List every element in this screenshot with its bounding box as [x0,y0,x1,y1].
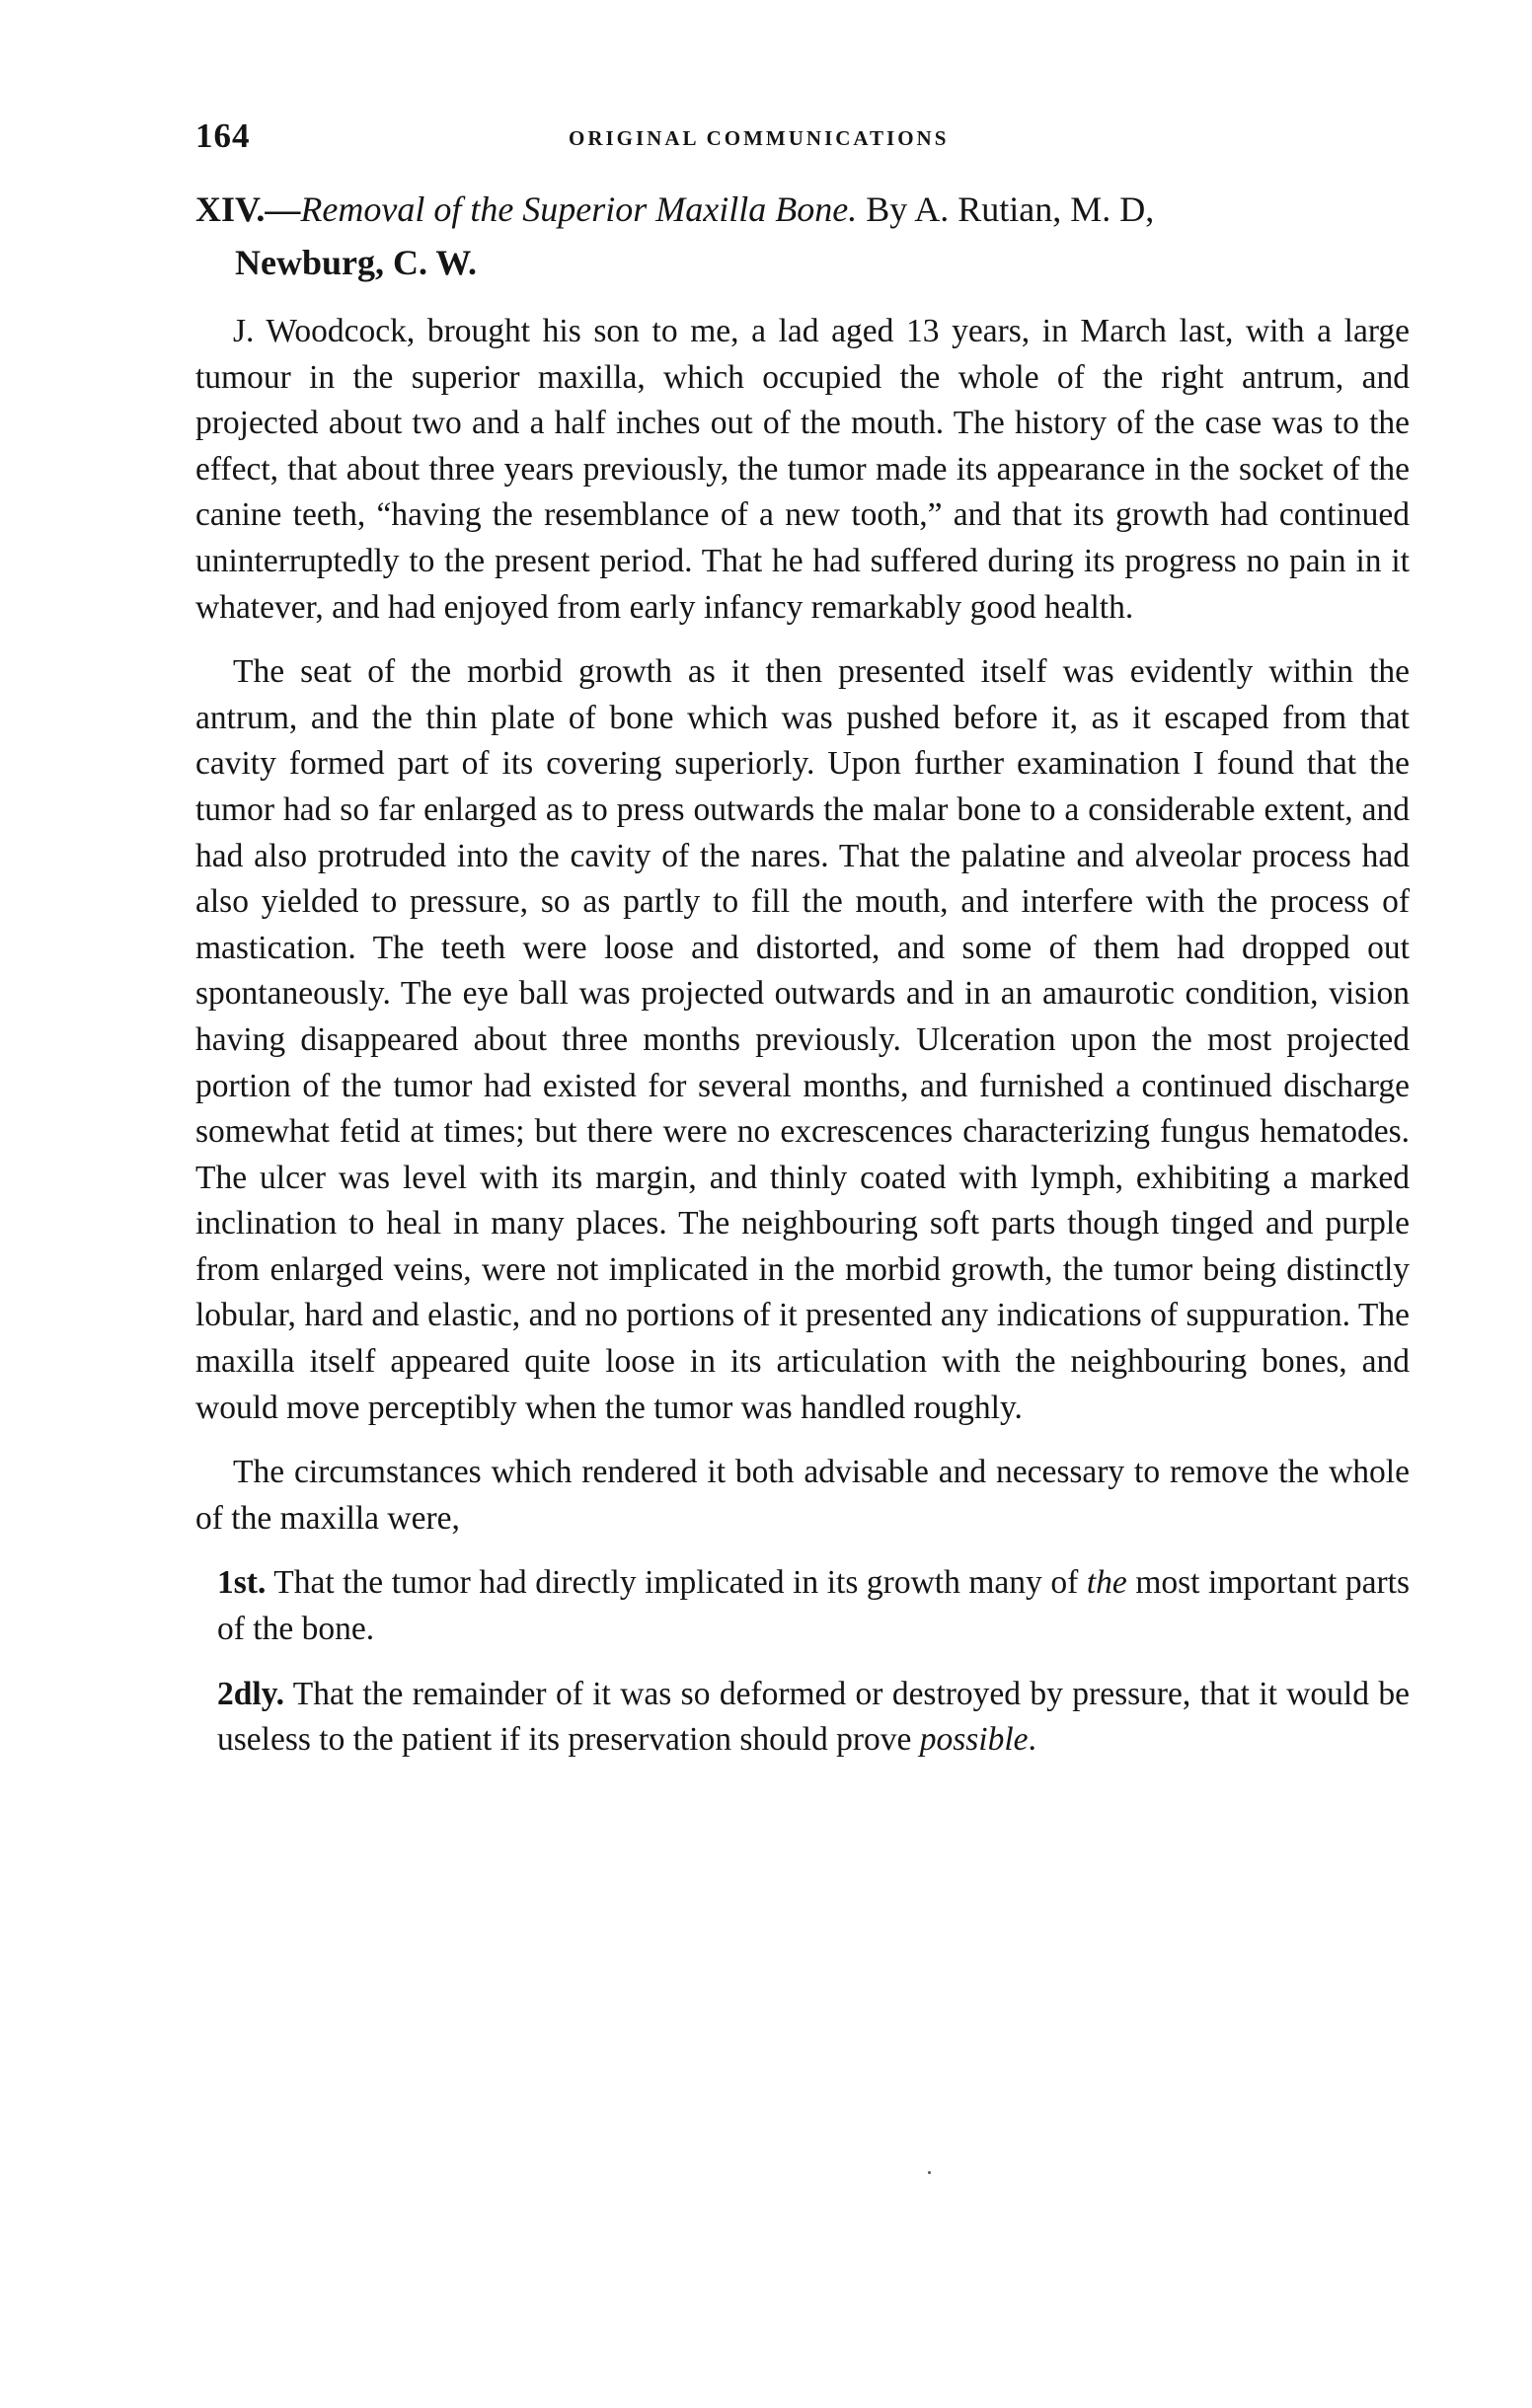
point-second-label: 2dly. [217,1675,284,1712]
paragraph-case-history: J. Woodcock, brought his son to me, a lad aged 13 years, in March last, with a large tumour in the superior maxilla, which occupied the whole of the right antrum, and projected about two and a half inches out of the mouth. The history of the case was to the effect, that about three years previously, the tumor made its appearance in the socket of the canine teeth, “having the resemblance of a new tooth,” and that its growth had continued uninterruptedly to the present period. That he had suffered during its progress no pain in it whatever, and had enjoyed from early infancy remarkably good health. [195,313,1410,626]
article-place-line [195,236,1419,289]
article-body [195,309,1410,1764]
point-first-italic: the [1086,1564,1127,1602]
paragraph-circumstances: The circumstances which rendered it both advisable and necessary to remove the whole of the maxilla were, [195,1454,1410,1537]
article-title: Removal of the Superior Maxilla Bone. [300,189,858,229]
article-numeral: XIV.— [195,189,301,229]
point-first-text-end: most important parts of the bone. [217,1564,1410,1648]
article-heading [195,183,1419,289]
point-first-text: That the tumor had directly implicated in its growth many of [273,1564,1087,1602]
section-title: ORIGINAL COMMUNICATIONS [569,126,950,150]
article-author: By A. Rutian, M. D, [866,189,1155,229]
point-first-label: 1st. [217,1564,267,1602]
running-head [195,116,1410,166]
stray-ink-dot [928,2171,931,2174]
page-number: 164 [195,116,251,155]
point-second-text-end: . [1028,1721,1036,1759]
article-place: Newburg, C. W. [235,243,478,282]
point-second-text: That the remainder of it was so deformed or destroyed by pressure, that it would be useless to the patient if its preservation should prove [217,1675,1410,1759]
point-second [195,1672,1410,1764]
paragraph-examination: The seat of the morbid growth as it then presented itself was evidently within the antrum, and the thin plate of bone which was pushed before it, as it escaped from that cavity formed part of its covering superiorly. Upon further examination I found that the tumor had so far enlarged as to press outwards the malar bone to a considerable extent, and had also protruded into the cavity of the nares. That the palatine and alveolar process had also yielded to pressure, so as partly to fill the mouth, and interfere with the process of mastication. The teeth were loose and distorted, and some of them had dropped out spontaneously. The eye ball was projected outwards and in an amaurotic condition, vision having disappeared about three months previously. Ulceration upon the most projected portion of the tumor had existed for several months, and furnished a continued discharge somewhat fetid at times; but there were no excrescences characterizing fungus hematodes. The ulcer was level with its margin, and thinly coated with lymph, exhibiting a marked inclination to heal in many places. The neighbouring soft parts though tinged and purple from enlarged veins, were not implicated in the morbid growth, the tumor being distinctly lobular, hard and elastic, and no portions of it presented any indications of suppuration. The maxilla itself appeared quite loose in its articulation with the neighbouring bones, and would move perceptibly when the tumor was handled roughly. [195,653,1410,1426]
article-heading-line [195,183,1419,236]
point-second-italic: possible [919,1721,1029,1759]
point-first [195,1560,1410,1652]
